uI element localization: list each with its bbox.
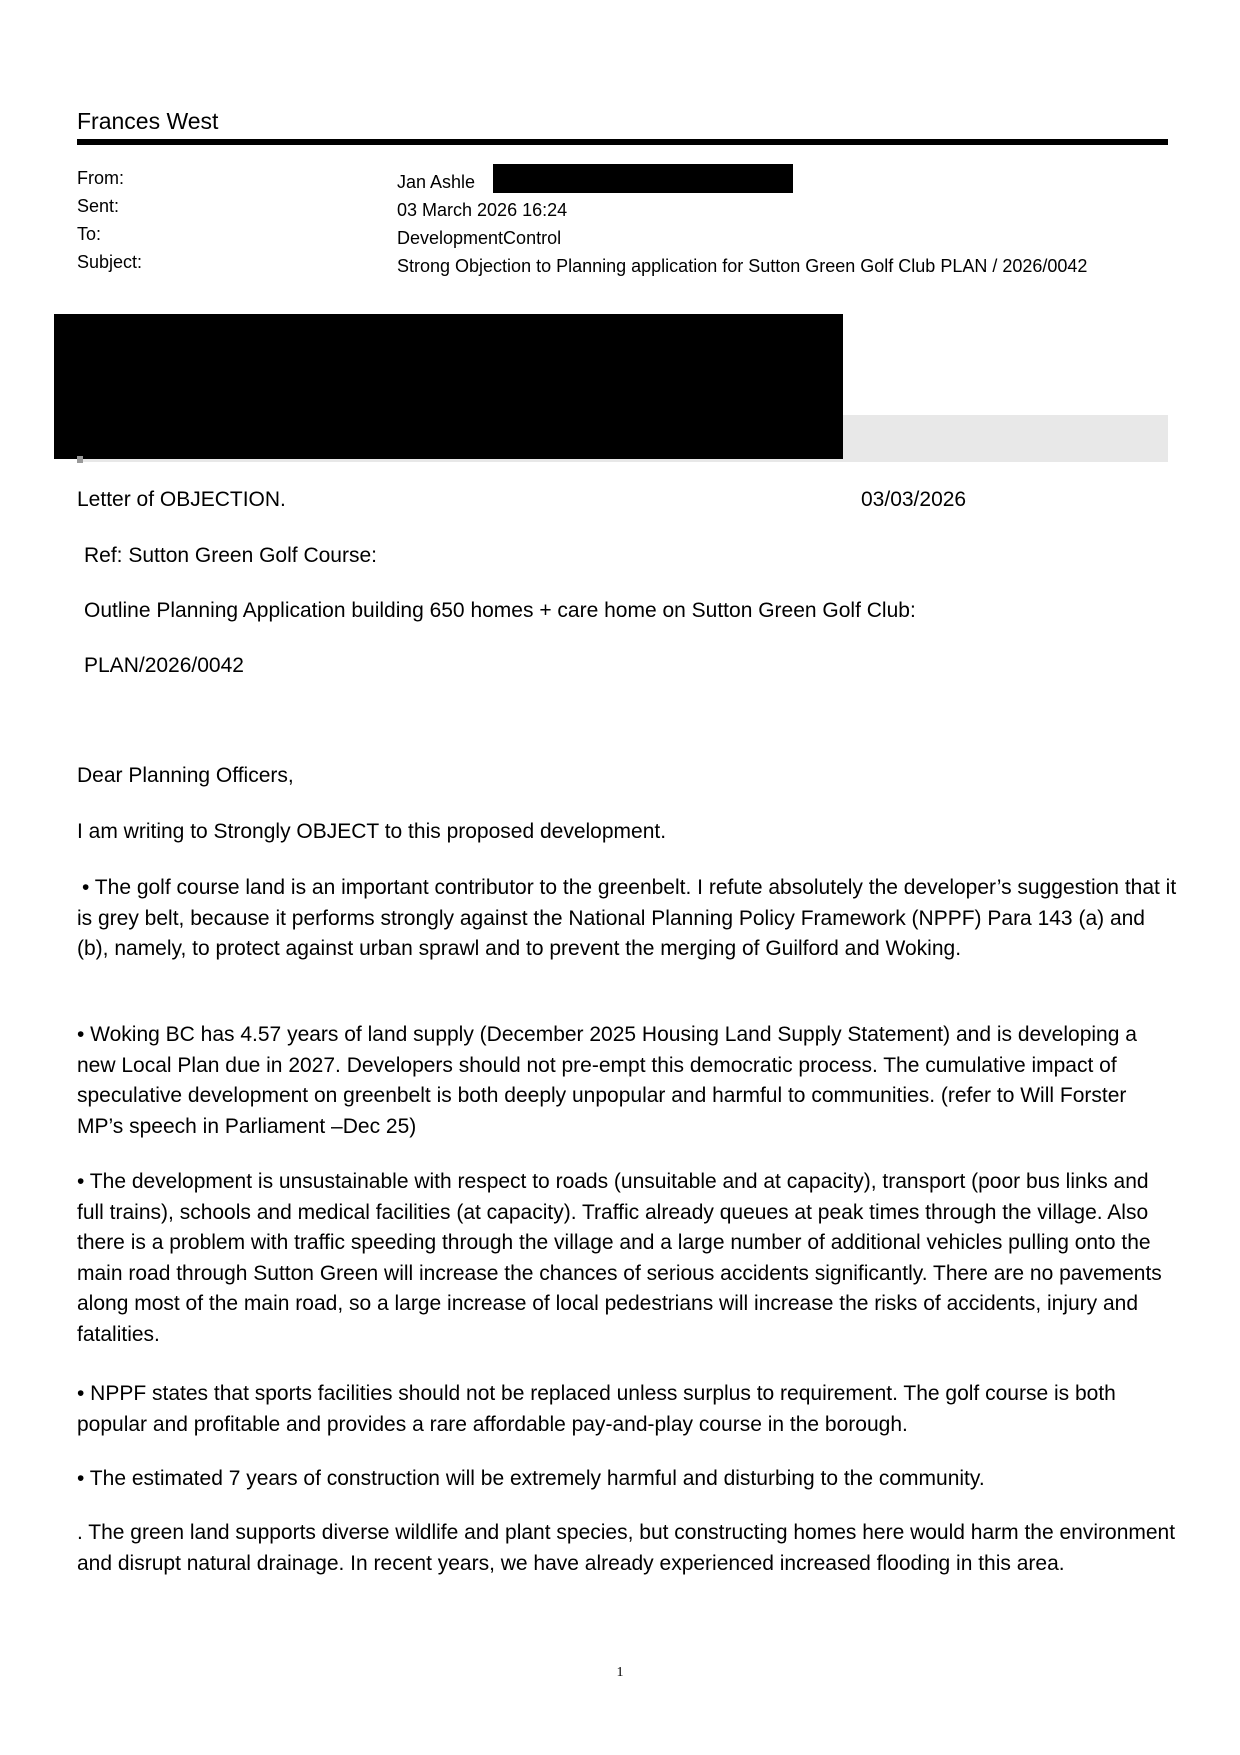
point-greenbelt: • The golf course land is an important contributor to the greenbelt. I refute absolutely the developer’s suggestion that it is grey belt, because it performs strongly against the National Planning Policy Framework (NPPF) Para 143 (a) and (b), namely, to protect against urban sprawl and to prevent the merging of Guilford and Woking. [77,876,1177,960]
point-sustainability: • The development is unsustainable with respect to roads (unsuitable and at capacity), transport (poor bus links and full trains), schools and medical facilities (at capacity). Traffic already queues at peak times through the village. Also there is a problem with traffic speeding through the village and a large number of additional vehicles pulling onto the main road through Sutton Green will increase the chances of serious accidents significantly. There are no pavements along most of the main road, so a large increase of local pedestrians will increase the risks of accidents, injury and fatalities. [77,1170,1162,1346]
application-line: Outline Planning Application building 650 homes + care home on Sutton Green Golf Club: [84,599,916,622]
letter-date: 03/03/2026 [861,488,967,511]
subject-label: Subject: [77,252,143,272]
page-number: 1 [616,1665,624,1680]
ref-line: Ref: Sutton Green Golf Course: [84,544,377,567]
point-construction: • The estimated 7 years of construction will be extremely harmful and disturbing to the community. [77,1467,985,1490]
owner-name: Frances West [77,108,219,134]
intro-paragraph: I am writing to Strongly OBJECT to this proposed development. [77,820,667,843]
to-label: To: [77,224,102,244]
redaction-block [54,314,843,459]
from-label: From: [77,168,124,188]
point-environment: . The green land supports diverse wildlife and plant species, but constructing homes here would harm the environment and disrupt natural drainage. In recent years, we have already experienced increased flooding in this area. [77,1521,1176,1575]
subject-value: Strong Objection to Planning application for Sutton Green Golf Club PLAN / 2026/0042 [397,256,1088,276]
letter-title: Letter of OBJECTION. [77,488,286,511]
sent-value: 03 March 2026 16:24 [397,200,568,220]
plan-reference: PLAN/2026/0042 [84,654,244,677]
to-value: DevelopmentControl [397,228,562,248]
sender-email-redaction [493,164,793,193]
from-value: Jan Ashle [397,172,476,192]
point-land-supply: • Woking BC has 4.57 years of land supply (December 2025 Housing Land Supply Statement) and is developing a new Local Plan due in 2027. Developers should not pre-empt this democratic process. The cumulative impact of speculative development on greenbelt is both deeply unpopular and harmful to communities. (refer to Will Forster MP’s speech in Parliament –Dec 25) [77,1023,1137,1138]
point-sports-facilities: • NPPF states that sports facilities should not be replaced unless surplus to requirement. The golf course is both popular and profitable and provides a rare affordable pay-and-play course in the borough. [77,1382,1116,1436]
salutation: Dear Planning Officers, [77,764,294,787]
band-tick [77,456,83,463]
title-rule [77,139,1168,145]
sent-label: Sent: [77,196,120,216]
